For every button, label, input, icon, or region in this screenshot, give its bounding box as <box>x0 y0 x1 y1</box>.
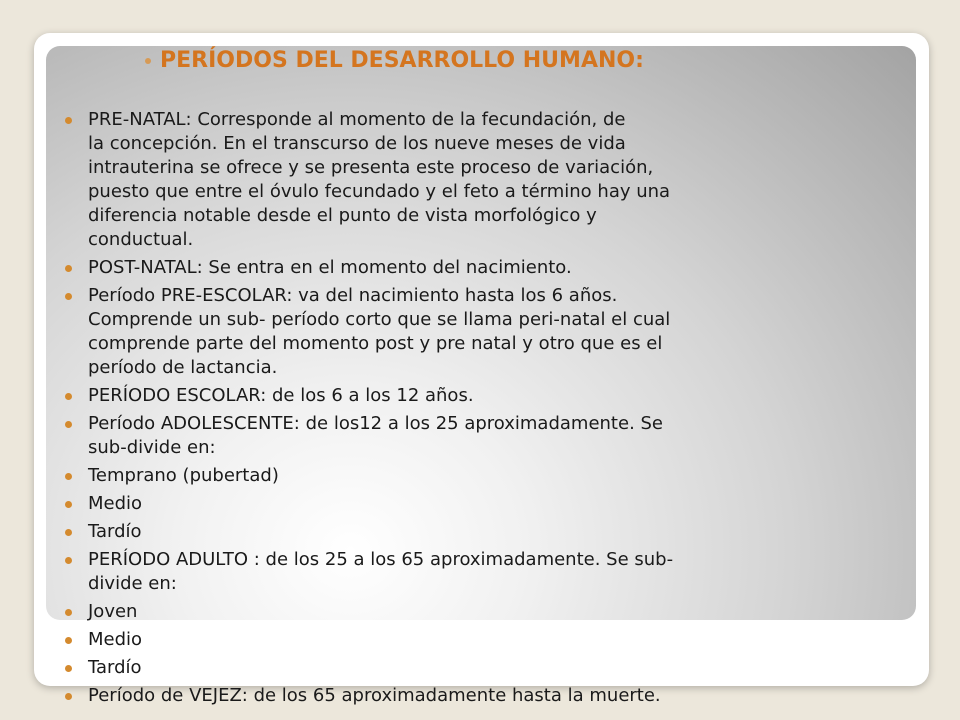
bullet-icon <box>65 557 72 564</box>
bullet-text: Medio <box>88 629 143 650</box>
bullet-text: Período PRE-ESCOLAR: va del nacimiento hasta los 6 años. Comprende un sub- período corto que se llama peri-natal el cual comprende parte del momento post y pre natal y otro que es el período de lactancia. <box>88 285 671 378</box>
bullet-item-prenatal <box>88 108 898 252</box>
bullet-icon <box>65 393 72 400</box>
bullet-icon <box>65 421 72 428</box>
bullet-item-adulto <box>88 548 898 596</box>
bullet-list <box>88 108 898 712</box>
bullet-icon <box>65 501 72 508</box>
bullet-item-postnatal <box>88 256 898 280</box>
title-bullet-icon <box>145 58 151 64</box>
bullet-icon <box>65 265 72 272</box>
bullet-text: PERÍODO ESCOLAR: de los 6 a los 12 años. <box>88 385 474 406</box>
bullet-icon <box>65 529 72 536</box>
bullet-icon <box>65 609 72 616</box>
slide-title-text: PERÍODOS DEL DESARROLLO HUMANO: <box>160 48 644 73</box>
bullet-icon <box>65 693 72 700</box>
bullet-icon <box>65 473 72 480</box>
bullet-icon <box>65 637 72 644</box>
bullet-text: Tardío <box>88 521 142 542</box>
bullet-item-medio-adulto <box>88 628 898 652</box>
bullet-item-medio <box>88 492 898 516</box>
bullet-item-vejez <box>88 684 898 708</box>
bullet-text: POST-NATAL: Se entra en el momento del nacimiento. <box>88 257 572 278</box>
bullet-icon <box>65 293 72 300</box>
slide-title <box>160 46 644 76</box>
bullet-text: PERÍODO ADULTO : de los 25 a los 65 aproximadamente. Se sub- divide en: <box>88 549 674 594</box>
bullet-item-joven <box>88 600 898 624</box>
bullet-text: Tardío <box>88 657 142 678</box>
bullet-text: Período ADOLESCENTE: de los12 a los 25 aproximadamente. Se sub-divide en: <box>88 413 664 458</box>
bullet-item-tardio-adulto <box>88 656 898 680</box>
bullet-icon <box>65 665 72 672</box>
bullet-item-temprano <box>88 464 898 488</box>
bullet-item-adolescente <box>88 412 898 460</box>
bullet-item-preescolar <box>88 284 898 380</box>
bullet-text: Medio <box>88 493 143 514</box>
bullet-icon <box>65 117 72 124</box>
bullet-text: Joven <box>88 601 138 622</box>
bullet-text: Período de VEJEZ: de los 65 aproximadamente hasta la muerte. <box>88 685 661 706</box>
bullet-item-tardio <box>88 520 898 544</box>
bullet-text: PRE-NATAL: Corresponde al momento de la fecundación, de la concepción. En el transcurso de los nueve meses de vida intrauterina se ofrece y se presenta este proceso de variación, puesto que entre el óvulo fecundado y el feto a término hay una diferencia notable desde el punto de vista morfológico y conductual. <box>88 109 671 250</box>
bullet-text: Temprano (pubertad) <box>88 465 279 486</box>
bullet-item-escolar <box>88 384 898 408</box>
